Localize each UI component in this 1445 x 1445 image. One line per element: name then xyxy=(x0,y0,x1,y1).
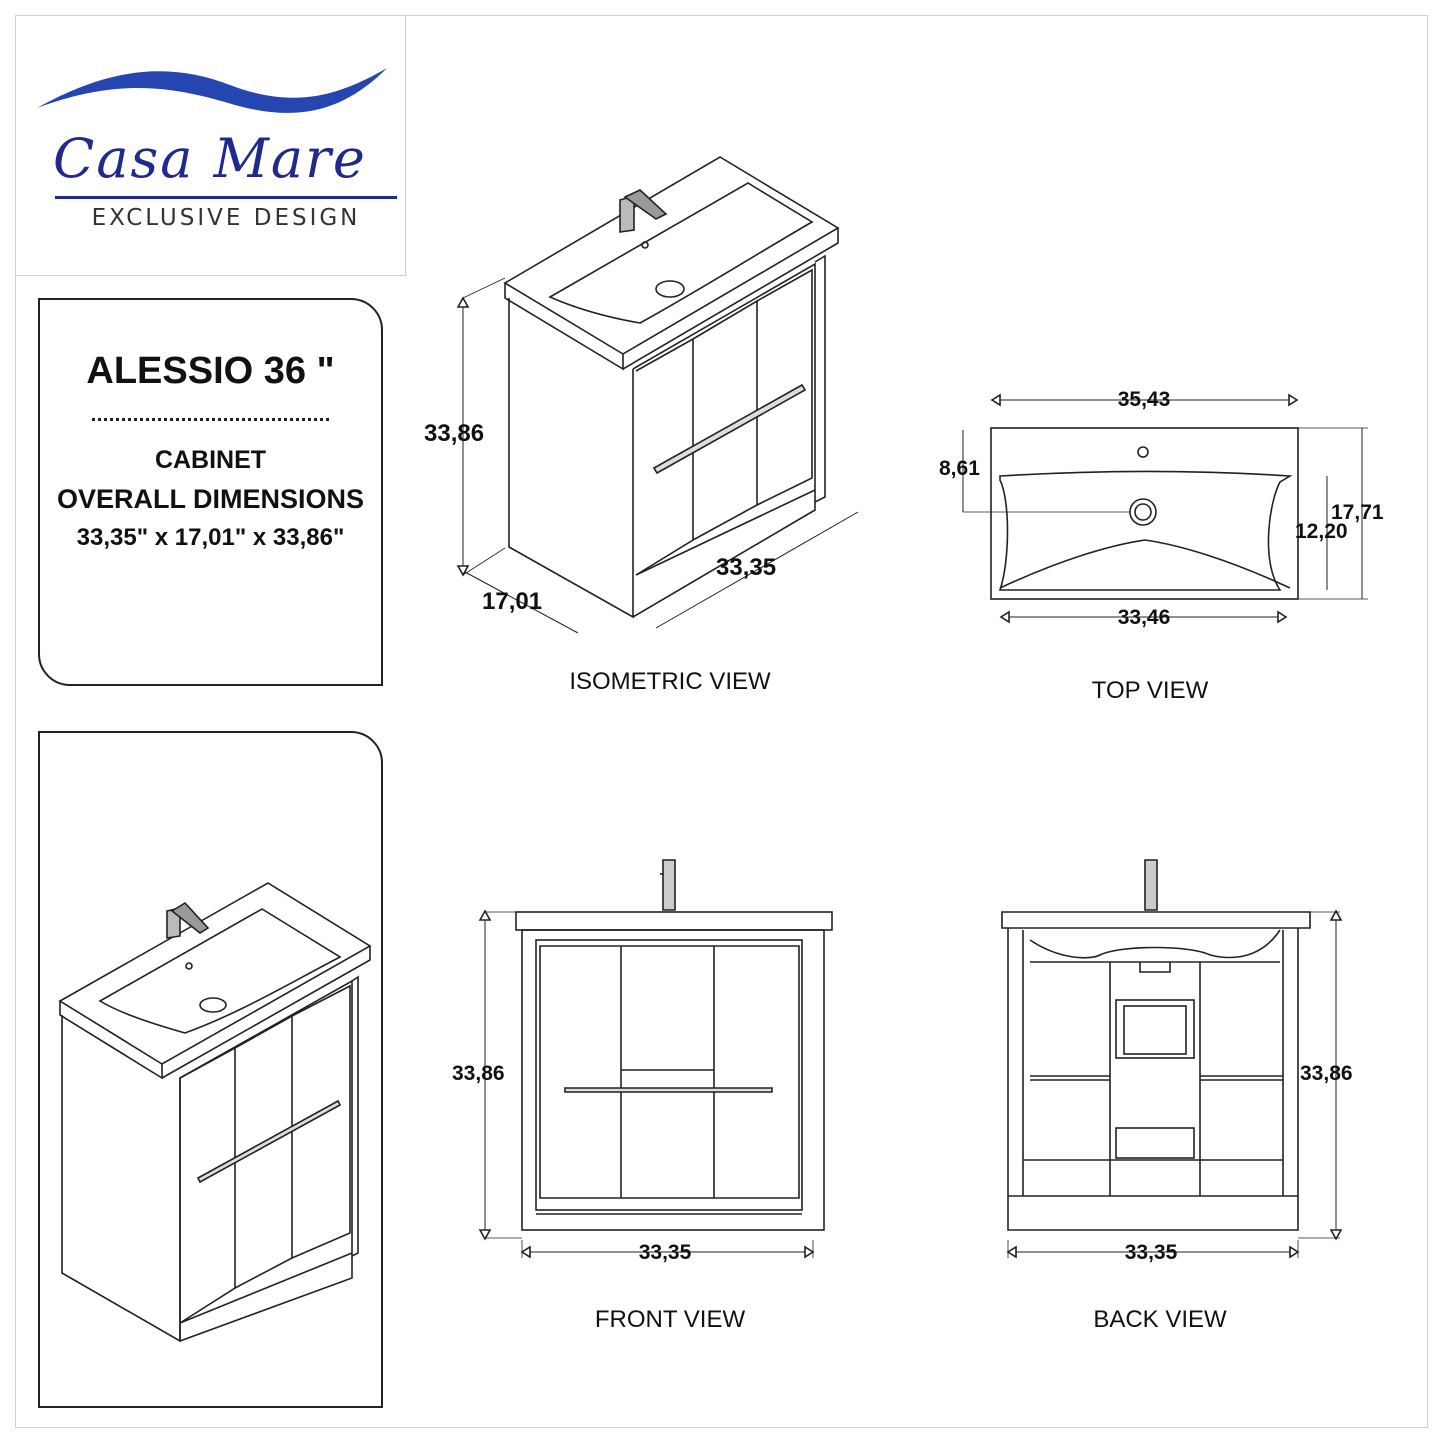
top-base-width-label: 33,46 xyxy=(1117,606,1171,629)
top-overall-depth-label: 17,71 xyxy=(1331,501,1384,524)
front-view-drawing xyxy=(480,860,832,1258)
product-title: ALESSIO 36 " xyxy=(86,350,335,392)
top-view-caption: TOP VIEW xyxy=(1091,677,1209,704)
iso-depth-label: 17,01 xyxy=(482,588,543,615)
top-drain-offset-label: 8,61 xyxy=(939,457,980,480)
back-view-drawing xyxy=(1002,860,1341,1258)
top-basin-depth-label: 12,20 xyxy=(1295,520,1348,543)
overall-dimensions: 33,35" x 17,01" x 33,86" xyxy=(76,524,345,551)
front-view-caption: FRONT VIEW xyxy=(594,1306,746,1333)
brand-name: Casa Mare xyxy=(53,127,367,190)
back-width-label: 33,35 xyxy=(1124,1241,1178,1264)
top-overall-width-label: 35,43 xyxy=(1117,388,1171,411)
isometric-view-caption: ISOMETRIC VIEW xyxy=(569,668,771,695)
iso-width-label: 33,35 xyxy=(716,554,777,581)
brand-tagline: EXCLUSIVE DESIGN xyxy=(91,205,361,231)
product-type: CABINET xyxy=(154,446,267,474)
dimensions-heading: OVERALL DIMENSIONS xyxy=(56,484,365,514)
isometric-view-drawing xyxy=(458,157,858,633)
top-view-drawing xyxy=(963,395,1368,622)
front-width-label: 33,35 xyxy=(638,1241,692,1264)
front-height-label: 33,86 xyxy=(452,1062,505,1085)
back-view-caption: BACK VIEW xyxy=(1093,1306,1227,1333)
back-height-label: 33,86 xyxy=(1300,1062,1353,1085)
iso-height-label: 33,86 xyxy=(424,420,485,447)
